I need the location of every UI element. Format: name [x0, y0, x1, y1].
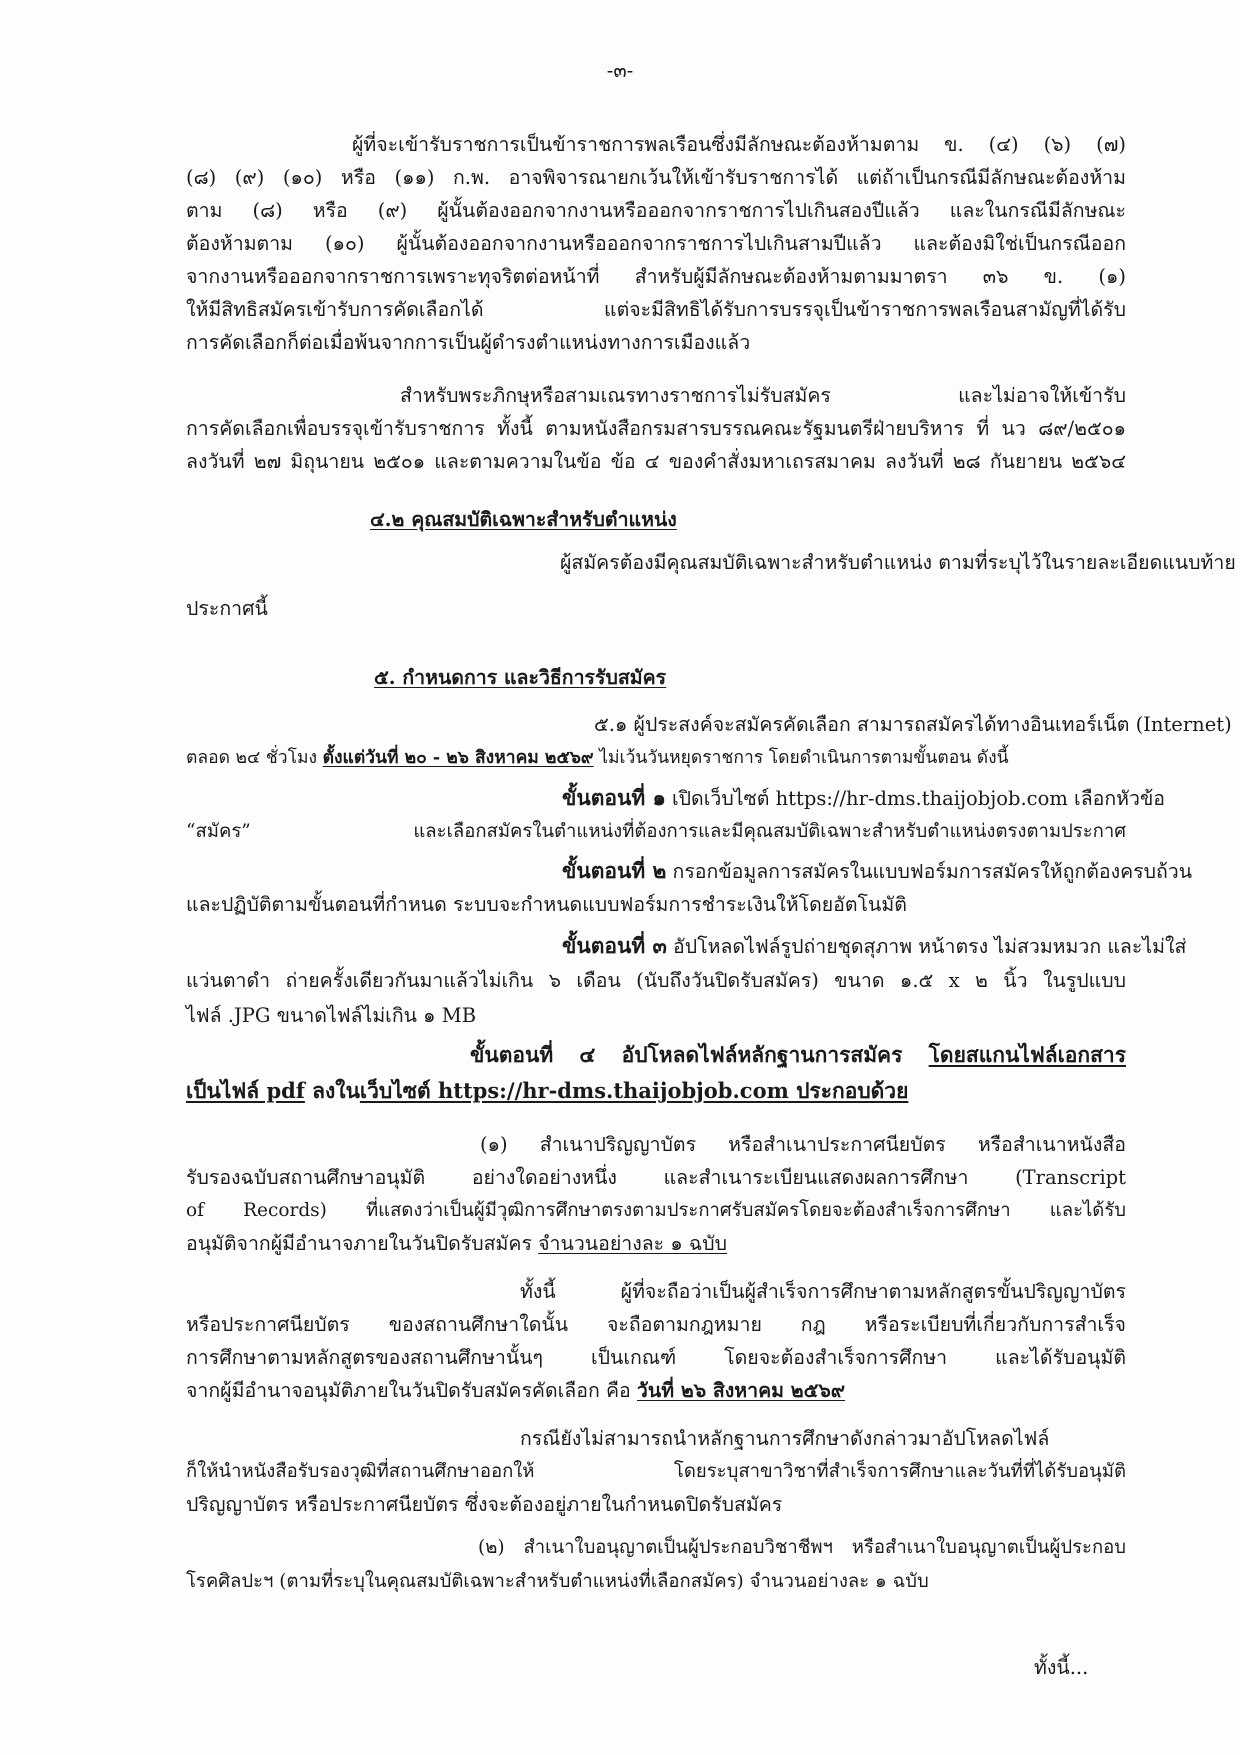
paragraph-line: ผู้สมัครต้องมีคุณสมบัติเฉพาะสำหรับตำแหน่ง ตามที่ระบุไว้ในรายละเอียดแนบท้าย — [560, 551, 1236, 574]
paragraph-line: ก็ให้นำหนังสือรับรองวุฒิที่สถานศึกษาออกให้ โดยระบุสาขาวิชาที่สำเร็จการศึกษาและวันที่ที่ได้รับอนุมัติ — [186, 1461, 1126, 1482]
paragraph-line: “สมัคร” และเลือกสมัครในตำแหน่งที่ต้องการและมีคุณสมบัติเฉพาะสำหรับตำแหน่งตรงตามประกาศ — [186, 821, 1126, 842]
application-period: ตั้งแต่วันที่ ๒๐ - ๒๖ สิงหาคม ๒๕๖๙ — [322, 748, 594, 768]
paragraph-line: ต้องห้ามตาม (๑๐) ผู้นั้นต้องออกจากงานหรือออกจากราชการไปเกินสามปีแล้ว และต้องมิใช่เป็นกรณีออก — [186, 232, 1126, 255]
step-label: ขั้นตอนที่ ๓ — [562, 933, 667, 958]
step-2-line — [562, 856, 1193, 887]
paragraph-line: สำหรับพระภิกษุหรือสามเณรทางราชการไม่รับสมัคร และไม่อาจให้เข้ารับ — [400, 384, 1126, 407]
paragraph-line — [186, 1229, 727, 1259]
paragraph-line: หรือประกาศนียบัตร ของสถานศึกษาใดนั้น จะถือตามกฎหมาย กฎ หรือระเบียบที่เกี่ยวกับการสำเร็จ — [186, 1313, 1126, 1336]
paragraph-line: ลงวันที่ ๒๗ มิถุนายน ๒๕๐๑ และตามความในข้อ ข้อ ๔ ของคำสั่งมหาเถรสมาคม ลงวันที่ ๒๘ กันยายน ๒๕๖๔ — [186, 450, 1126, 473]
step-label: ขั้นตอนที่ ๒ — [562, 858, 667, 883]
step-label: ขั้นตอนที่ ๔ อัปโหลดไฟล์หลักฐานการสมัคร — [470, 1042, 929, 1067]
text-run: จำนวนอย่างละ ๑ ฉบับ — [538, 1232, 727, 1255]
paragraph-line: แว่นตาดำ ถ่ายครั้งเดียวกันมาแล้วไม่เกิน ๖ เดือน (นับถึงวันปิดรับสมัคร) ขนาด ๑.๕ x ๒ นิ้ว ในรูปแบบ — [186, 969, 1126, 992]
text-run: อนุมัติจากผู้มีอำนาจภายในวันปิดรับสมัคร — [186, 1232, 539, 1255]
step-4-line — [470, 1040, 1126, 1070]
paragraph-line: กรณียังไม่สามารถนำหลักฐานการศึกษาดังกล่าวมาอัปโหลดไฟล์ — [520, 1427, 1050, 1450]
step-3-line — [562, 931, 1187, 962]
paragraph-line: of Records) ที่แสดงว่าเป็นผู้มีวุฒิการศึกษาตรงตามประกาศรับสมัครโดยจะต้องสำเร็จการศึกษา และได้รับ — [186, 1200, 1126, 1221]
paragraph-line — [186, 1376, 845, 1406]
paragraph-line: ประกาศนี้ — [186, 597, 268, 620]
paragraph-line: การคัดเลือกก็ต่อเมื่อพ้นจากการเป็นผู้ดำรงตำแหน่งทางการเมืองแล้ว — [186, 331, 751, 354]
paragraph-line: การศึกษาตามหลักสูตรของสถานศึกษานั้นๆ เป็นเกณฑ์ โดยจะต้องสำเร็จการศึกษา และได้รับอนุมัติ — [186, 1346, 1126, 1369]
item-1-line: (๑) สำเนาปริญญาบัตร หรือสำเนาประกาศนียบัตร หรือสำเนาหนังสือ — [480, 1133, 1126, 1156]
paragraph-line: การคัดเลือกเพื่อบรรจุเข้ารับราชการ ทั้งนี้ ตามหนังสือกรมสารบรรณคณะรัฐมนตรีฝ่ายบริหาร ที่ นว ๘๙/๒๕๐๑ — [186, 417, 1126, 440]
paragraph-line: และปฏิบัติตามขั้นตอนที่กำหนด ระบบจะกำหนดแบบฟอร์มการชำระเงินให้โดยอัตโนมัติ — [186, 893, 907, 916]
paragraph-line: ผู้ที่จะเข้ารับราชการเป็นข้าราชการพลเรือนซึ่งมีลักษณะต้องห้ามตาม ข. (๔) (๖) (๗) — [352, 133, 1126, 156]
paragraph-line: ให้มีสิทธิสมัครเข้ารับการคัดเลือกได้ แต่จะมีสิทธิได้รับการบรรจุเป็นข้าราชการพลเรือนสามัญที่ได้รับ — [186, 298, 1126, 321]
paragraph-line: จากงานหรือออกจากราชการเพราะทุจริตต่อหน้าที่ สำหรับผู้มีลักษณะต้องห้ามตามมาตรา ๓๖ ข. (๑) — [186, 265, 1126, 288]
text-run: เป็นไฟล์ pdf — [186, 1078, 305, 1103]
paragraph-line: ๕.๑ ผู้ประสงค์จะสมัครคัดเลือก สามารถสมัครได้ทางอินเทอร์เน็ต (Internet) — [594, 713, 1232, 736]
step-label: ขั้นตอนที่ ๑ — [562, 785, 666, 810]
text-run: ไม่เว้นวันหยุดราชการ โดยดำเนินการตามขั้นตอน ดังนี้ — [593, 748, 1009, 768]
text-run: กรอกข้อมูลการสมัครในแบบฟอร์มการสมัครให้ถูกต้องครบถ้วน — [666, 860, 1193, 883]
text-run: โดยสแกนไฟล์เอกสาร — [928, 1042, 1126, 1067]
text-run: ลงใน — [304, 1078, 360, 1103]
paragraph-line: รับรองฉบับสถานศึกษาอนุมัติ อย่างใดอย่างหนึ่ง และสำเนาระเบียนแสดงผลการศึกษา (Transcript — [186, 1166, 1126, 1189]
paragraph-line — [186, 1076, 908, 1106]
section-heading-4-2: ๔.๒ คุณสมบัติเฉพาะสำหรับตำแหน่ง — [370, 508, 677, 531]
paragraph-line: ปริญญาบัตร หรือประกาศนียบัตร ซึ่งจะต้องอยู่ภายในกำหนดปิดรับสมัคร — [186, 1493, 783, 1516]
paragraph-line: โรคศิลปะฯ (ตามที่ระบุในคุณสมบัติเฉพาะสำหรับตำแหน่งที่เลือกสมัคร) จำนวนอย่างละ ๑ ฉบับ — [186, 1571, 929, 1592]
website-url: เว็บไซต์ https://hr-dms.thaijobjob.com ประกอบด้วย — [359, 1078, 909, 1103]
page-number: -๓- — [606, 59, 634, 82]
section-heading-5: ๕. กำหนดการ และวิธีการรับสมัคร — [374, 666, 667, 689]
text-run: ตลอด ๒๔ ชั่วโมง — [186, 748, 323, 768]
paragraph-line: ตาม (๘) หรือ (๙) ผู้นั้นต้องออกจากงานหรือออกจากราชการไปเกินสองปีแล้ว และในกรณีมีลักษณะ — [186, 199, 1126, 222]
text-run: จากผู้มีอำนาจอนุมัติภายในวันปิดรับสมัครคัดเลือก คือ — [186, 1379, 637, 1402]
text-run: อัปโหลดไฟล์รูปถ่ายชุดสุภาพ หน้าตรง ไม่สวมหมวก และไม่ใส่ — [666, 935, 1187, 958]
text-run: เปิดเว็บไซต์ https://hr-dms.thaijobjob.com เลือกหัวข้อ — [665, 787, 1166, 810]
paragraph-line — [186, 743, 1009, 773]
paragraph-line: ทั้งนี้ ผู้ที่จะถือว่าเป็นผู้สำเร็จการศึกษาตามหลักสูตรขั้นปริญญาบัตร — [520, 1280, 1126, 1303]
closing-date: วันที่ ๒๖ สิงหาคม ๒๕๖๙ — [636, 1379, 846, 1402]
paragraph-line: ไฟล์ .JPG ขนาดไฟล์ไม่เกิน ๑ MB — [186, 1004, 477, 1027]
continuation-marker: ทั้งนี้... — [1034, 1656, 1089, 1679]
paragraph-line: (๘) (๙) (๑๐) หรือ (๑๑) ก.พ. อาจพิจารณายกเว้นให้เข้ารับราชการได้ แต่ถ้าเป็นกรณีมีลักษณะต้องห้าม — [186, 166, 1126, 189]
step-1-line — [562, 783, 1166, 814]
item-2-line: (๒) สำเนาใบอนุญาตเป็นผู้ประกอบวิชาชีพฯ หรือสำเนาใบอนุญาตเป็นผู้ประกอบ — [478, 1537, 1126, 1558]
